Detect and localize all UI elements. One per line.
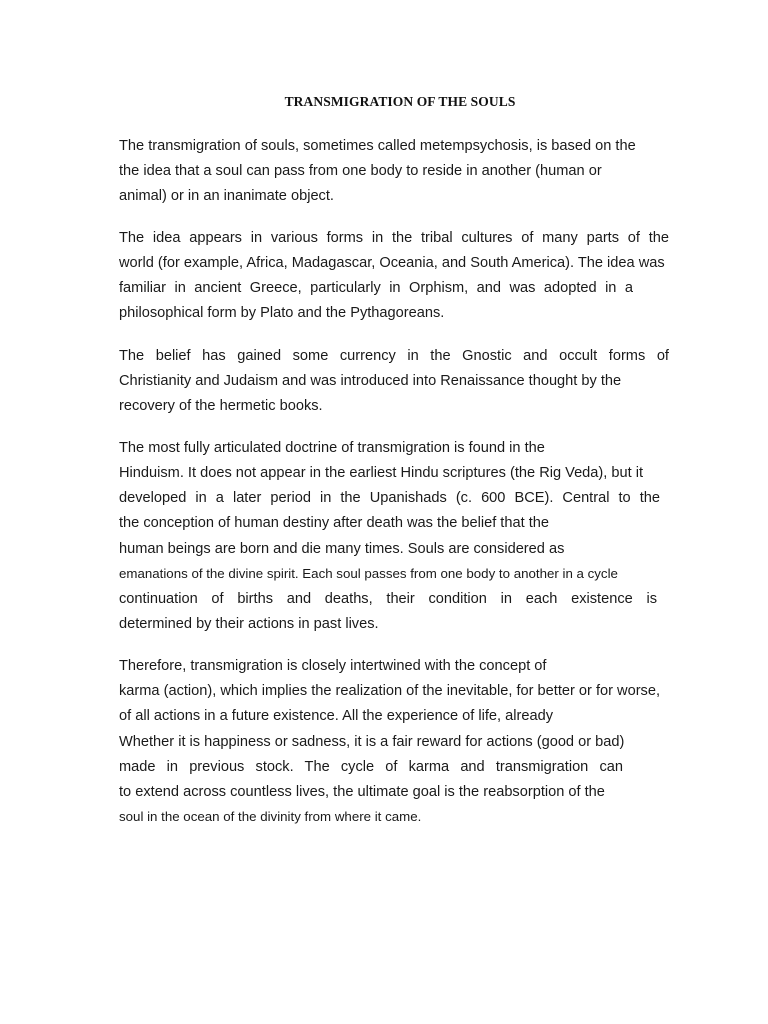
text-line: recovery of the hermetic books. [119, 398, 323, 414]
text-line: of all actions in a future existence. All the experience of life, already [119, 708, 554, 724]
text-line: emanations of the divine spirit. Each soul passes from one body to another in a cycle [119, 566, 618, 581]
text-line: karma (action), which implies the realization of the inevitable, for better or for worse, [119, 683, 661, 699]
document-title: TRANSMIGRATION OF THE SOULS [284, 94, 516, 109]
text-line: Therefore, transmigration is closely intertwined with the concept of [119, 658, 547, 674]
text-line: made in previous stock. The cycle of karma and transmigration can [119, 759, 623, 775]
text-line: The most fully articulated doctrine of transmigration is found in the [119, 440, 545, 456]
text-line: The idea appears in various forms in the tribal cultures of many parts of the [119, 230, 669, 246]
text-line: The belief has gained some currency in the Gnostic and occult forms of [119, 348, 669, 364]
text-line: world (for example, Africa, Madagascar, Oceania, and South America). The idea was [119, 255, 665, 271]
text-line: developed in a later period in the Upanishads (c. 600 BCE). Central to the [119, 490, 660, 506]
text-line: the idea that a soul can pass from one body to reside in another (human or [119, 163, 602, 179]
text-line: familiar in ancient Greece, particularly in Orphism, and was adopted in a [119, 280, 633, 296]
text-line: Whether it is happiness or sadness, it is a fair reward for actions (good or bad) [119, 734, 625, 750]
text-line: animal) or in an inanimate object. [119, 188, 334, 204]
text-line: the conception of human destiny after death was the belief that the [119, 515, 549, 531]
text-line: Hinduism. It does not appear in the earliest Hindu scriptures (the Rig Veda), but it [119, 465, 644, 481]
text-line: human beings are born and die many times. Souls are considered as [119, 541, 565, 557]
text-line: soul in the ocean of the divinity from where it came. [119, 809, 422, 824]
text-line: determined by their actions in past lives. [119, 616, 379, 632]
text-line: to extend across countless lives, the ultimate goal is the reabsorption of the [119, 784, 605, 800]
text-line: continuation of births and deaths, their condition in each existence is [119, 591, 657, 607]
text-line: The transmigration of souls, sometimes called metempsychosis, is based on the [119, 138, 636, 154]
text-line: Christianity and Judaism and was introduced into Renaissance thought by the [119, 373, 622, 389]
text-line: philosophical form by Plato and the Pythagoreans. [119, 305, 445, 321]
